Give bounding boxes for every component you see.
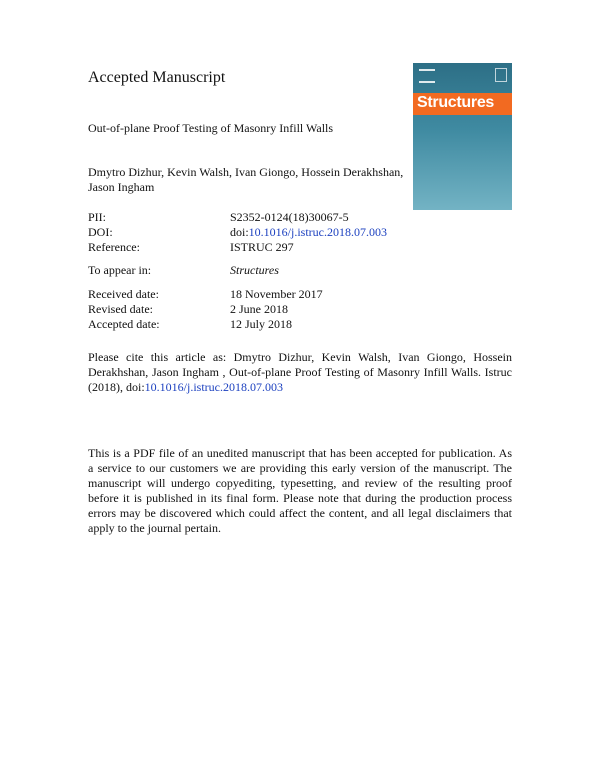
cover-title: Structures xyxy=(417,94,495,111)
article-title: Out-of-plane Proof Testing of Masonry Infill Walls xyxy=(88,121,334,135)
doi-prefix: doi: xyxy=(230,225,249,239)
article-authors: Dmytro Dizhur, Kevin Walsh, Ivan Giongo, Hossein Derakhshan, Jason Ingham xyxy=(88,165,404,194)
journal-cover-image xyxy=(413,63,512,210)
reference-label: Reference: xyxy=(88,240,140,254)
doi-label: DOI: xyxy=(88,225,113,239)
received-value: 18 November 2017 xyxy=(230,287,323,301)
received-label: Received date: xyxy=(88,287,159,301)
publisher-logo-icon xyxy=(419,69,435,83)
appear-value: Structures xyxy=(230,263,279,277)
citation-text: Please cite this article as: Dmytro Dizhur, Kevin Walsh, Ivan Giongo, Hossein Derakhshan, Jason Ingham , Out-of-plane Proof Testing of Masonry Infill Walls. Istruc (2018), doi: xyxy=(88,350,512,394)
citation-doi-link[interactable]: 10.1016/j.istruc.2018.07.003 xyxy=(144,380,283,394)
doi-link[interactable]: 10.1016/j.istruc.2018.07.003 xyxy=(248,225,387,239)
revised-label: Revised date: xyxy=(88,302,153,316)
appear-label: To appear in: xyxy=(88,263,152,277)
doi-value xyxy=(230,225,387,240)
accepted-value: 12 July 2018 xyxy=(230,317,293,331)
journal-emblem-icon xyxy=(495,68,507,82)
citation-paragraph xyxy=(88,350,512,395)
revised-value: 2 June 2018 xyxy=(230,302,288,316)
page-heading: Accepted Manuscript xyxy=(88,69,226,86)
accepted-label: Accepted date: xyxy=(88,317,160,331)
disclaimer-paragraph: This is a PDF file of an unedited manuscript that has been accepted for publication. As a service to our customers we are providing this early version of the manuscript. The manuscript will undergo copyediting, typesetting, and review of the resulting proof before it is published in its final form. Please note that during the production process errors may be discovered which could affect the content, and all legal disclaimers that apply to the journal pertain. xyxy=(88,446,512,535)
pii-value: S2352-0124(18)30067-5 xyxy=(230,210,349,224)
pii-label: PII: xyxy=(88,210,106,224)
reference-value: ISTRUC 297 xyxy=(230,240,294,254)
